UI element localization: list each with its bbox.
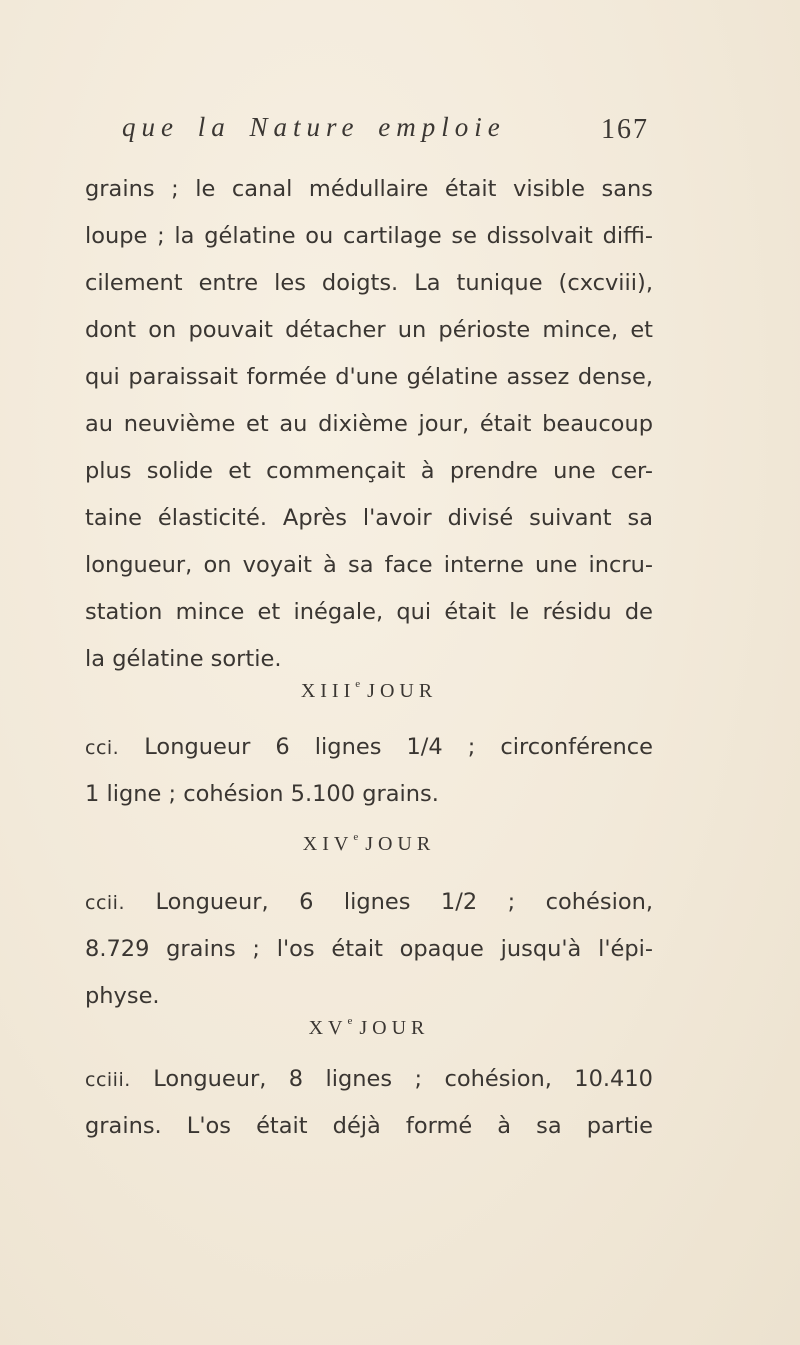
heading-sup: e (347, 1015, 353, 1028)
body-line: qui paraissait formée d'une gélatine assez dense, (85, 364, 653, 390)
heading-sup: e (355, 678, 361, 691)
heading-roman: XV (308, 1017, 348, 1039)
body-line: longueur, on voyait à sa face interne une incru- (85, 552, 653, 578)
section-line: physe. (85, 983, 160, 1009)
section-line (85, 1064, 653, 1095)
section-text: Longueur 6 lignes 1/4 ; circonférence (144, 734, 654, 760)
section-line: grains. L'os était déjà formé à sa partie (85, 1113, 653, 1139)
body-line: plus solide et commençait à prendre une cer- (85, 458, 653, 484)
body-line: taine élasticité. Après l'avoir divisé suivant sa (85, 505, 653, 531)
body-line: grains ; le canal médullaire était visible sans (85, 176, 653, 202)
section-line (85, 887, 653, 918)
paragraph-number: ccii. (85, 892, 125, 914)
section-text: Longueur, 8 lignes ; cohésion, 10.410 (153, 1066, 653, 1092)
body-line: la gélatine sortie. (85, 646, 282, 672)
section-text: Longueur, 6 lignes 1/2 ; cohésion, (155, 889, 653, 915)
section-line: 1 ligne ; cohésion 5.100 grains. (85, 781, 439, 807)
heading-sup: e (353, 831, 359, 844)
section-heading (85, 833, 653, 856)
body-line: au neuvième et au dixième jour, était beaucoup (85, 411, 653, 437)
heading-word: JOUR (367, 680, 438, 702)
body-line: dont on pouvait détacher un périoste mince, et (85, 317, 653, 343)
paragraph-number: cciii. (85, 1069, 131, 1091)
heading-word: JOUR (365, 833, 436, 855)
running-head (85, 112, 653, 152)
heading-word: JOUR (359, 1017, 430, 1039)
heading-roman: XIII (300, 680, 356, 702)
section-line: 8.729 grains ; l'os était opaque jusqu'à l'épi- (85, 936, 653, 962)
section-heading (85, 1017, 653, 1040)
body-line: cilement entre les doigts. La tunique (cxcviii), (85, 270, 653, 296)
body-line: loupe ; la gélatine ou cartilage se dissolvait diffi- (85, 223, 653, 249)
section-heading (85, 680, 653, 703)
paragraph-number: cci. (85, 737, 120, 759)
running-head-title: que la Nature emploie (122, 112, 506, 142)
body-line: station mince et inégale, qui était le résidu de (85, 599, 653, 625)
section-line (85, 732, 653, 763)
heading-roman: XIV (302, 833, 354, 855)
page-number: 167 (601, 114, 649, 145)
book-page (85, 0, 653, 1345)
